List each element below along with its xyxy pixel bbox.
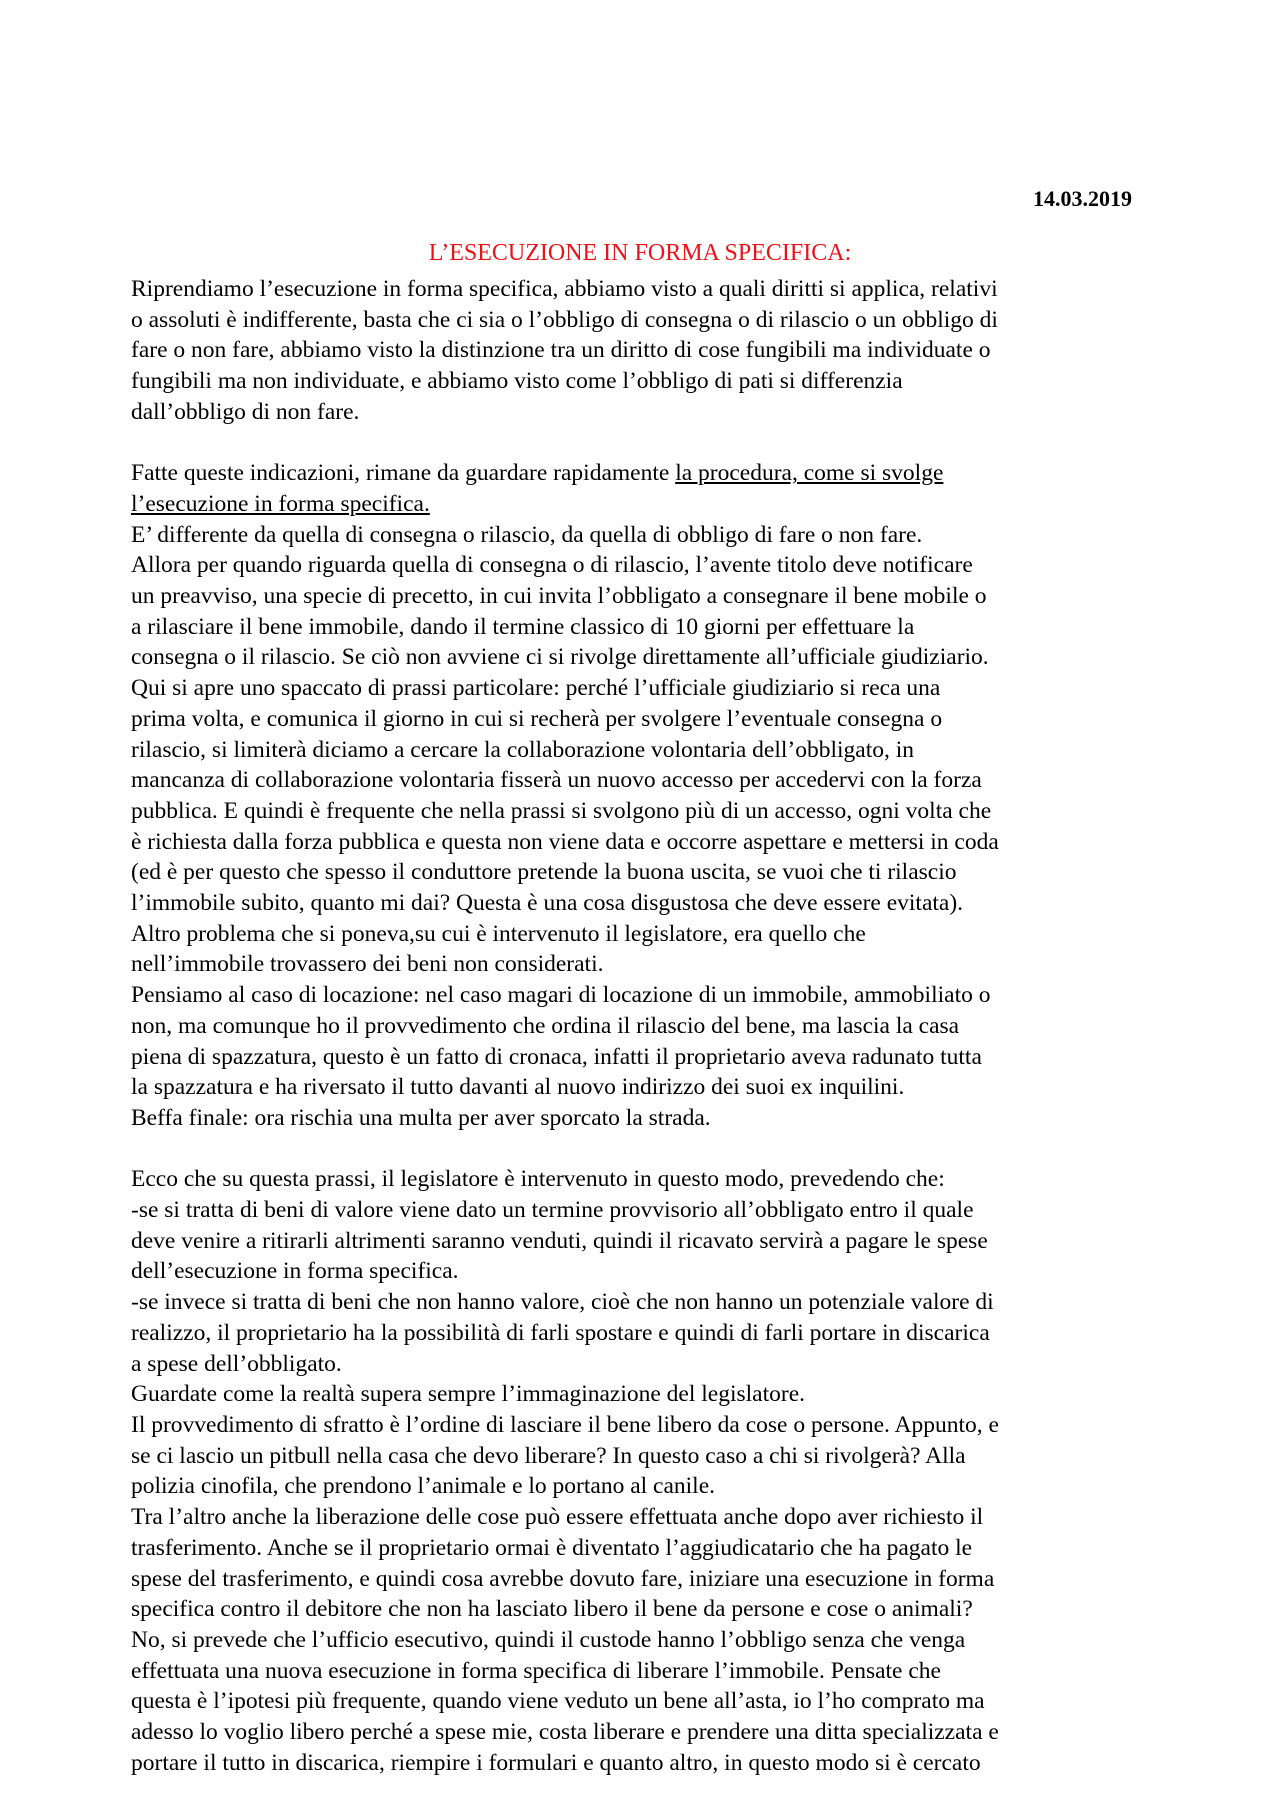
text-line: fare o non fare, abbiamo visto la distinzione tra un diritto di cose fungibili ma individuate o: [131, 337, 991, 364]
text-line: polizia cinofila, che prendono l’animale e lo portano al canile.: [131, 1473, 716, 1500]
text-line: deve venire a ritirarli altrimenti saranno venduti, quindi il ricavato servirà a pagare le spese: [131, 1227, 988, 1254]
text-line: dall’obbligo di non fare.: [131, 398, 360, 425]
text-line: mancanza di collaborazione volontaria fisserà un nuovo accesso per accedervi con la forza: [131, 767, 982, 794]
text-line: Il provvedimento di sfratto è l’ordine di lasciare il bene libero da cose o persone. Appunto, e: [131, 1411, 999, 1438]
text-line: [131, 458, 1131, 489]
text-line: Guardate come la realtà supera sempre l’immaginazione del legislatore.: [131, 1381, 806, 1408]
text-line: piena di spazzatura, questo è un fatto di cronaca, infatti il proprietario aveva radunato tutta: [131, 1043, 982, 1070]
underlined-text: la procedura, come si svolge: [675, 460, 944, 487]
text-line: nell’immobile trovassero dei beni non considerati.: [131, 951, 604, 978]
text-line: portare il tutto in discarica, riempire i formulari e quanto altro, in questo modo si è cercato: [131, 1749, 981, 1776]
text-line: l’immobile subito, quanto mi dai? Questa è una cosa disgustosa che deve essere evitata).: [131, 890, 964, 917]
text-line: dell’esecuzione in forma specifica.: [131, 1258, 459, 1285]
text-segment: Fatte queste indicazioni, rimane da guardare rapidamente: [131, 460, 670, 487]
text-line: non, ma comunque ho il provvedimento che ordina il rilascio del bene, ma lascia la casa: [131, 1012, 960, 1039]
document-body: [131, 274, 1131, 1778]
text-line: la spazzatura e ha riversato il tutto davanti al nuovo indirizzo dei suoi ex inquilini.: [131, 1074, 905, 1101]
text-line: un preavviso, una specie di precetto, in cui invita l’obbligato a consegnare il bene mobile o: [131, 583, 987, 610]
paragraph-3: [131, 1164, 1131, 1778]
text-line: a rilasciare il bene immobile, dando il termine classico di 10 giorni per effettuare la: [131, 613, 915, 640]
text-line: Altro problema che si poneva,su cui è intervenuto il legislatore, era quello che: [131, 920, 866, 947]
text-line: se ci lascio un pitbull nella casa che devo liberare? In questo caso a chi si rivolgerà? Alla: [131, 1442, 966, 1469]
text-line: -se invece si tratta di beni che non hanno valore, cioè che non hanno un potenziale valore di: [131, 1289, 994, 1316]
document-date: 14.03.2019: [1033, 186, 1132, 211]
text-line: prima volta, e comunica il giorno in cui si recherà per svolgere l’eventuale consegna o: [131, 705, 943, 732]
paragraph-spacer: [131, 428, 1131, 459]
text-line: Qui si apre uno spaccato di prassi particolare: perché l’ufficiale giudiziario si reca una: [131, 675, 941, 702]
text-line: o assoluti è indifferente, basta che ci sia o l’obbligo di consegna o di rilascio o un obbligo di: [131, 306, 998, 333]
text-line: Allora per quando riguarda quella di consegna o di rilascio, l’avente titolo deve notificare: [131, 552, 973, 579]
text-line: Pensiamo al caso di locazione: nel caso magari di locazione di un immobile, ammobiliato o: [131, 982, 991, 1009]
text-line: realizzo, il proprietario ha la possibilità di farli spostare e quindi di farli portare in discarica: [131, 1319, 990, 1346]
paragraph-2: [131, 458, 1131, 1133]
text-line: adesso lo voglio libero perché a spese mie, costa liberare e prendere una ditta specializzata e: [131, 1719, 999, 1746]
text-line: fungibili ma non individuate, e abbiamo visto come l’obbligo di pati si differenzia: [131, 368, 903, 395]
text-line: pubblica. E quindi è frequente che nella prassi si svolgono più di un accesso, ogni volta che: [131, 797, 992, 824]
paragraph-spacer: [131, 1134, 1131, 1165]
text-line: No, si prevede che l’ufficio esecutivo, quindi il custode hanno l’obbligo senza che venga: [131, 1626, 966, 1653]
text-line: -se si tratta di beni di valore viene dato un termine provvisorio all’obbligato entro il quale: [131, 1197, 974, 1224]
text-line: (ed è per questo che spesso il conduttore pretende la buona uscita, se vuoi che ti rilascio: [131, 859, 957, 886]
text-line: a spese dell’obbligato.: [131, 1350, 342, 1377]
underlined-line: l’esecuzione in forma specifica.: [131, 490, 430, 517]
text-line: Ecco che su questa prassi, il legislatore è intervenuto in questo modo, prevedendo che:: [131, 1166, 945, 1193]
text-line: spese del trasferimento, e quindi cosa avrebbe dovuto fare, iniziare una esecuzione in forma: [131, 1565, 995, 1592]
text-line: rilascio, si limiterà diciamo a cercare la collaborazione volontaria dell’obbligato, in: [131, 736, 915, 763]
text-line: consegna o il rilascio. Se ciò non avviene ci si rivolge direttamente all’ufficiale giudiziario.: [131, 644, 989, 671]
document-title: L’ESECUZIONE IN FORMA SPECIFICA:: [428, 240, 852, 266]
text-line: specifica contro il debitore che non ha lasciato libero il bene da persone e cose o animali?: [131, 1596, 973, 1623]
text-line: Tra l’altro anche la liberazione delle cose può essere effettuata anche dopo aver richiesto il: [131, 1504, 984, 1531]
text-line: Riprendiamo l’esecuzione in forma specifica, abbiamo visto a quali diritti si applica, relativi: [131, 276, 998, 302]
text-line: E’ differente da quella di consegna o rilascio, da quella di obbligo di fare o non fare.: [131, 521, 923, 548]
paragraph-1: [131, 274, 1131, 428]
text-line: effettuata una nuova esecuzione in forma specifica di liberare l’immobile. Pensate che: [131, 1657, 941, 1684]
text-line: questa è l’ipotesi più frequente, quando viene veduto un bene all’asta, io l’ho comprato ma: [131, 1688, 985, 1715]
text-line: è richiesta dalla forza pubblica e questa non viene data e occorre aspettare e mettersi in coda: [131, 828, 999, 855]
text-line: Beffa finale: ora rischia una multa per aver sporcato la strada.: [131, 1104, 711, 1131]
text-line: trasferimento. Anche se il proprietario ormai è diventato l’aggiudicatario che ha pagato le: [131, 1534, 973, 1561]
